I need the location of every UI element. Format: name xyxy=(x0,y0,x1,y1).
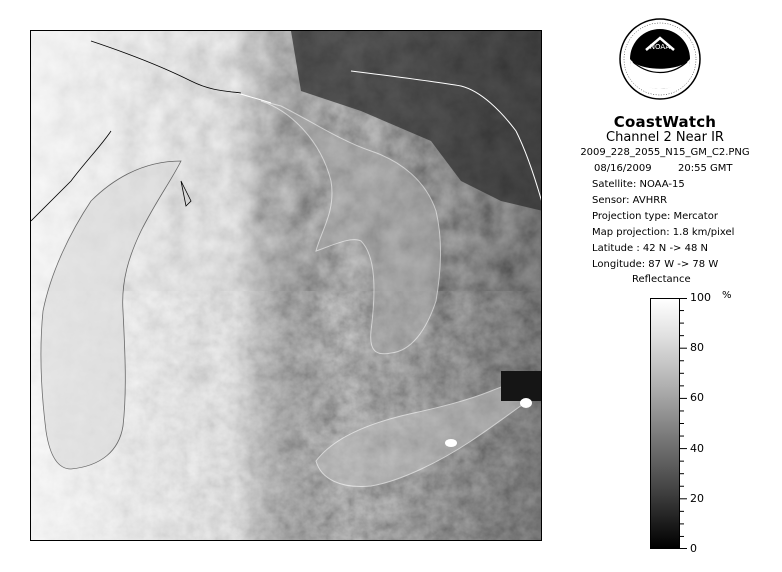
logo-text: NOAA xyxy=(649,43,671,51)
projection-type-label: Projection type: Mercator xyxy=(592,211,718,222)
colorbar-tick-label: 100 xyxy=(690,291,711,304)
colorbar-tick-label: 0 xyxy=(690,542,697,555)
date-label: 08/16/2009 xyxy=(594,163,652,174)
channel-label: Channel 2 Near IR xyxy=(606,130,724,145)
colorbar-tick-label: 40 xyxy=(690,441,704,455)
map-projection-label: Map projection: 1.8 km/pixel xyxy=(592,227,735,238)
app-title: CoastWatch xyxy=(613,113,717,131)
satellite-map xyxy=(30,30,542,541)
satellite-label: Satellite: NOAA-15 xyxy=(592,179,685,190)
sensor-label: Sensor: AVHRR xyxy=(592,195,668,206)
latitude-label: Latitude : 42 N -> 48 N xyxy=(592,243,708,254)
colorbar-tick-label: 20 xyxy=(690,491,704,505)
time-label: 20:55 GMT xyxy=(678,163,733,174)
colorbar-ticks xyxy=(680,298,740,549)
noaa-logo xyxy=(619,18,701,100)
colorbar xyxy=(650,298,680,549)
filename-label: 2009_228_2055_N15_GM_C2.PNG xyxy=(580,147,750,158)
colorbar-unit: % xyxy=(722,290,732,301)
colorbar-label: Reflectance xyxy=(632,274,691,285)
colorbar-tick-label: 80 xyxy=(690,341,704,355)
colorbar-tick-label: 60 xyxy=(690,391,704,405)
satellite-image xyxy=(31,31,542,541)
longitude-label: Longitude: 87 W -> 78 W xyxy=(592,259,719,270)
